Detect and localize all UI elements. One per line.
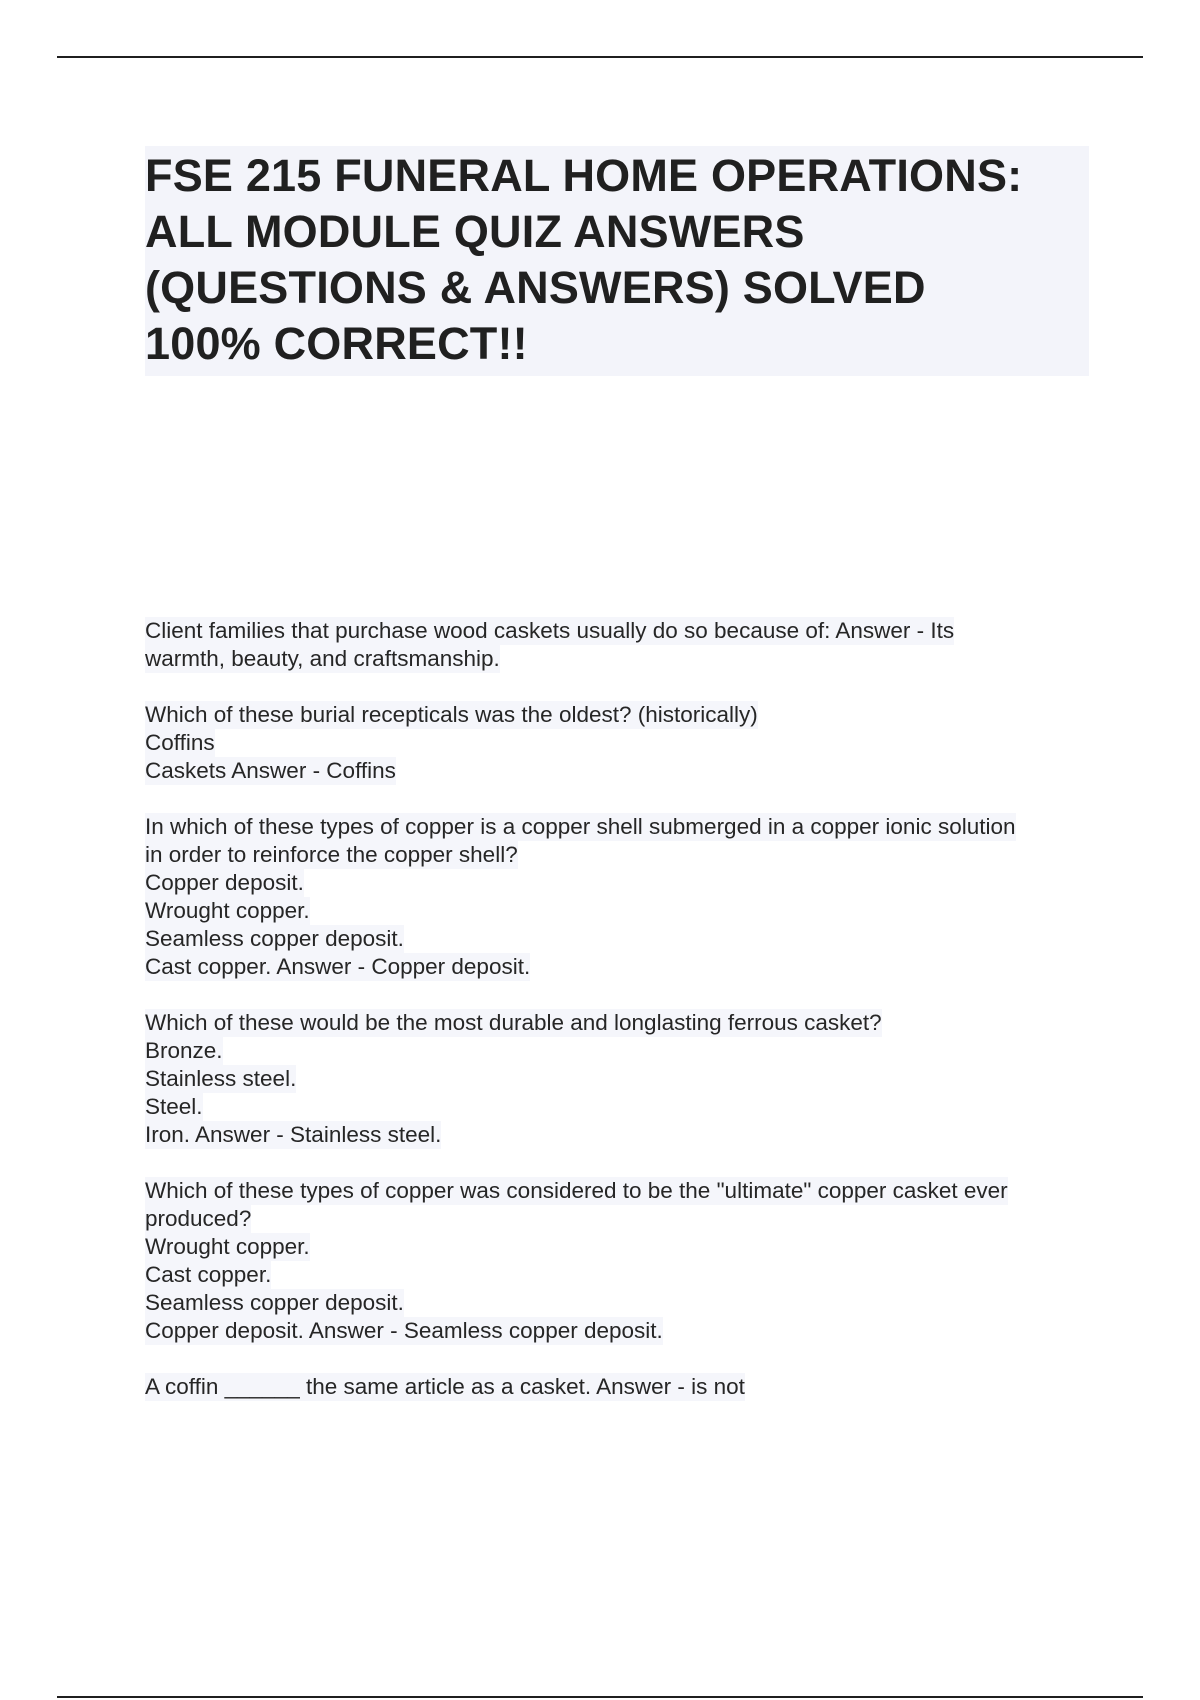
qa-line: Caskets Answer - Coffins [145,758,396,783]
qa-line: Bronze. [145,1038,223,1063]
qa-line: Stainless steel. [145,1066,297,1091]
qa-line: warmth, beauty, and craftsmanship. [145,646,500,671]
qa-item-5 [145,1177,1105,1345]
qa-item-2 [145,701,1105,785]
qa-line: Which of these types of copper was considered to be the "ultimate" copper casket ever [145,1178,1008,1203]
qa-line: Client families that purchase wood caskets usually do so because of: Answer - Its [145,618,955,643]
qa-line: Wrought copper. [145,1234,310,1259]
qa-line: Which of these would be the most durable and longlasting ferrous casket? [145,1010,882,1035]
qa-line: Copper deposit. [145,870,304,895]
qa-line: Iron. Answer - Stainless steel. [145,1122,442,1147]
qa-line: Which of these burial recepticals was the oldest? (historically) [145,702,758,727]
qa-line: Copper deposit. Answer - Seamless copper deposit. [145,1318,663,1343]
bottom-rule [57,1696,1143,1698]
qa-line: Cast copper. Answer - Copper deposit. [145,954,531,979]
qa-content [145,617,1105,1429]
qa-item-3 [145,813,1105,981]
qa-item-1 [145,617,1105,673]
qa-line: Seamless copper deposit. [145,1290,404,1315]
qa-line: Coffins [145,730,215,755]
qa-item-6 [145,1373,1105,1401]
top-rule [57,56,1143,58]
qa-line: Seamless copper deposit. [145,926,404,951]
qa-line: Wrought copper. [145,898,310,923]
qa-line: A coffin ______ the same article as a casket. Answer - is not [145,1374,745,1399]
qa-line: Steel. [145,1094,203,1119]
title-block [145,146,1089,376]
qa-line: in order to reinforce the copper shell? [145,842,518,867]
qa-line: produced? [145,1206,252,1231]
qa-line: In which of these types of copper is a copper shell submerged in a copper ionic solution [145,814,1016,839]
qa-line: Cast copper. [145,1262,272,1287]
document-title: FSE 215 FUNERAL HOME OPERATIONS: ALL MODULE QUIZ ANSWERS (QUESTIONS & ANSWERS) SOLVED 100% CORRECT!! [145,150,1023,369]
qa-item-4 [145,1009,1105,1149]
